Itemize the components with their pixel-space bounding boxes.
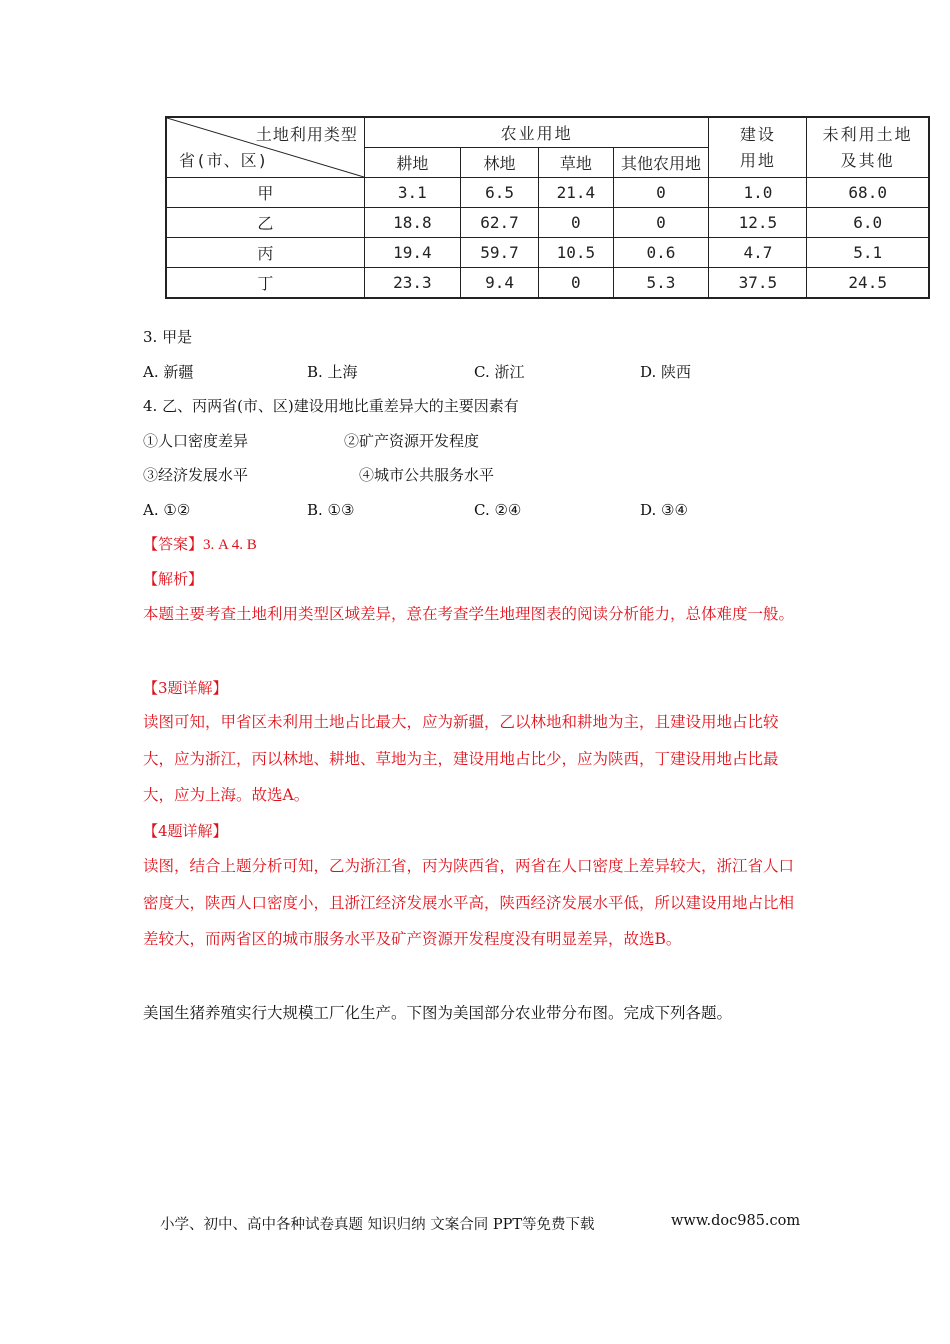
header-province-label: 省(市、区) [179,151,269,170]
analysis-label: 【解析】 [143,570,204,588]
value-cell: 0 [539,208,613,238]
unused-land-header-line2: 及其他 [840,150,895,170]
value-cell: 0 [539,268,613,299]
header-land-type-label: 土地利用类型 [255,125,358,144]
value-cell: 5.3 [613,268,709,299]
q3-stem: 3. 甲是 [143,328,193,346]
next-questions-intro: 美国生猪养殖实行大规模工厂化生产。下图为美国部分农业带分布图。完成下列各题。 [143,1004,733,1022]
row-name-cell: 丁 [166,268,364,299]
construction-land-header-line1: 建设 [739,124,776,144]
q3-option-b: B. 上海 [307,363,358,381]
unused-land-header-line1: 未利用土地 [822,124,913,144]
value-cell: 21.4 [539,178,613,208]
footer-link[interactable]: www.doc985.com [671,1213,801,1229]
q4-option-a: A. ①② [143,501,191,519]
unused-land-header [807,117,929,178]
table-header-row [166,117,929,148]
table-row [166,238,929,268]
subheader-cell: 耕地 [364,148,460,178]
value-cell: 4.7 [709,238,807,268]
table-row [166,268,929,299]
value-cell: 0.6 [613,238,709,268]
value-cell: 62.7 [460,208,538,238]
value-cell: 9.4 [460,268,538,299]
value-cell: 18.8 [364,208,460,238]
footer-text: 小学、初中、高中各种试卷真题 知识归纳 文案合同 PPT等免费下载 [160,1217,595,1233]
subheader-cell: 其他农用地 [613,148,709,178]
value-cell: 6.0 [807,208,929,238]
q3-option-a: A. 新疆 [143,363,194,381]
answer-line [143,534,257,555]
answer-label: 【答案】 [143,535,204,553]
value-cell: 23.3 [364,268,460,299]
value-cell: 0 [613,178,709,208]
q4-option-b: B. ①③ [307,501,355,519]
q4-option-c: C. ②④ [474,501,522,519]
table-row [166,178,929,208]
q4-item-3: ③经济发展水平 [143,466,249,484]
value-cell: 19.4 [364,238,460,268]
value-cell: 59.7 [460,238,538,268]
q3-option-c: C. 浙江 [474,363,525,381]
value-cell: 68.0 [807,178,929,208]
agri-land-group-header: 农业用地 [364,117,709,148]
row-name-cell: 甲 [166,178,364,208]
q4-item-1: ①人口密度差异 [143,432,249,450]
value-cell: 0 [613,208,709,238]
construction-land-header-line2: 用地 [739,150,776,170]
detail4-label: 【4题详解】 [143,822,228,840]
value-cell: 5.1 [807,238,929,268]
answer-text: 3. A 4. B [203,537,257,553]
detail3-label: 【3题详解】 [143,679,228,697]
subheader-cell: 林地 [460,148,538,178]
value-cell: 3.1 [364,178,460,208]
q4-item-2: ②矿产资源开发程度 [344,432,480,450]
value-cell: 12.5 [709,208,807,238]
table-row [166,208,929,238]
value-cell: 37.5 [709,268,807,299]
row-name-cell: 乙 [166,208,364,238]
q3-option-d: D. 陕西 [640,363,692,381]
construction-land-header [709,117,807,178]
diagonal-header-cell [166,117,364,178]
subheader-cell: 草地 [539,148,613,178]
value-cell: 1.0 [709,178,807,208]
q4-stem: 4. 乙、丙两省(市、区)建设用地比重差异大的主要因素有 [143,397,519,415]
q4-option-d: D. ③④ [640,501,688,519]
row-name-cell: 丙 [166,238,364,268]
analysis-text: 本题主要考查土地利用类型区域差异，意在考查学生地理图表的阅读分析能力，总体难度一般。 [143,605,795,623]
value-cell: 6.5 [460,178,538,208]
q4-item-4: ④城市公共服务水平 [359,466,495,484]
land-use-table [165,116,930,299]
value-cell: 10.5 [539,238,613,268]
value-cell: 24.5 [807,268,929,299]
detail4-text: 读图，结合上题分析可知，乙为浙江省，丙为陕西省，两省在人口密度上差异较大，浙江省人口密度大，陕西人口密度小，且浙江经济发展水平高，陕西经济发展水平低，所以建设用地占比相差较大，而两省区的城市服务水平及矿产资源开发程度没有明显差异，故选B。 [143,857,795,948]
detail3-text: 读图可知，甲省区未利用土地占比最大，应为新疆，乙以林地和耕地为主，且建设用地占比较大，应为浙江，丙以林地、耕地、草地为主，建设用地占比少，应为陕西，丁建设用地占比最大，应为上海。故选A。 [143,713,779,804]
